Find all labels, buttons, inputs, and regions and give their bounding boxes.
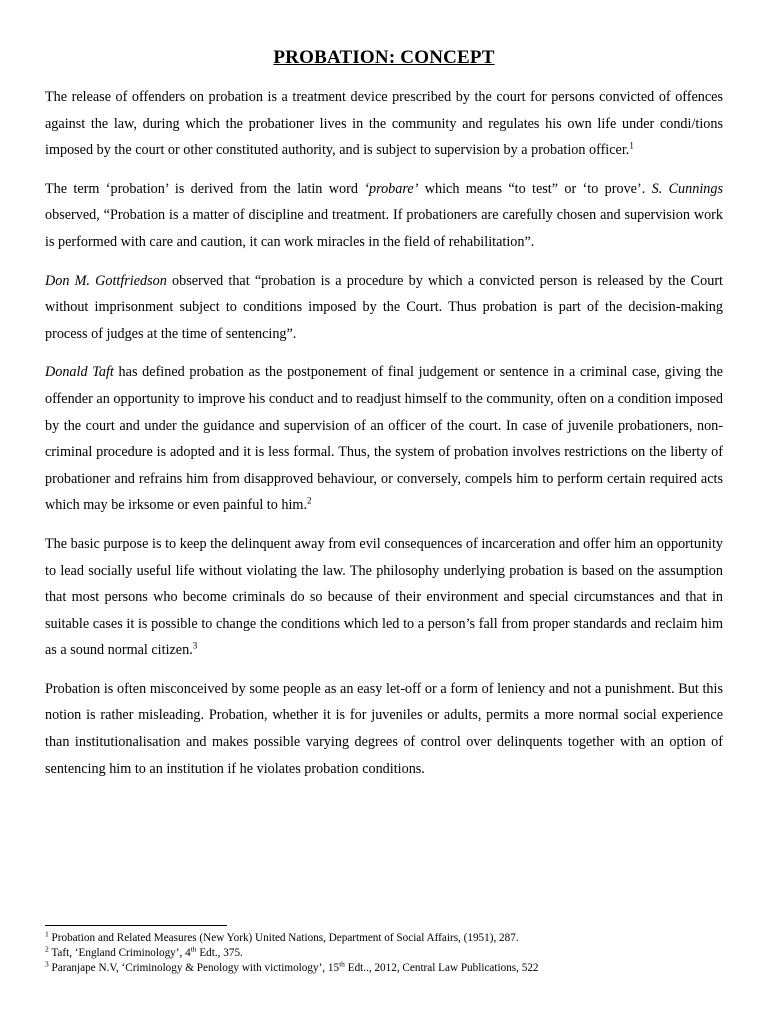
paragraph-text: which means “to test” or ‘to prove’. [418,180,652,197]
paragraph-1 [45,84,723,164]
footnote-1 [45,931,725,946]
author-name: Donald Taft [45,364,114,381]
paragraph-text: Probation is often misconceived by some people as an easy let-off or a form of leniency and not a punishment. But this notion is rather misleading. Probation, whether it is for juveniles or adults, permits a more normal social experience than institutionalisation and makes possible varying degrees of control over delinquents together with an option of sentencing him to an institution if he violates probation conditions. [45,680,723,777]
ordinal-suffix: th [190,944,197,954]
footnote-text: Paranjape N.V, ‘Criminology & Penology with victimology’, 15 [48,962,340,974]
paragraph-text: The release of offenders on probation is a treatment device prescribed by the court for persons convicted of offences against the law, during which the probationer lives in the community and regulates his own life under condi/tions imposed by the court or other constituted authority, and is subject to supervision by a probation officer. [45,89,723,159]
footnote-ref-2[interactable]: 2 [307,495,312,506]
footnote-number: 2 [45,944,49,954]
author-name: S. Cunnings [651,180,723,197]
footnote-text: Taft, ‘England Criminology’, 4 [48,947,191,959]
paragraph-3 [45,268,723,348]
paragraph-5 [45,531,723,664]
latin-term: ‘probare’ [364,180,419,197]
footnotes [45,931,725,976]
paragraph-text: has defined probation as the postponement of final judgement or sentence in a criminal case, giving the offender an opportunity to improve his conduct and to readjust himself to the community, often on a condition imposed by the court and under the guidance and supervision of an officer of the court. In case of juvenile probationers, non-criminal procedure is adopted and it is less formal. Thus, the system of probation involves restrictions on the liberty of probationer and refrains him from disapproved behaviour, or conversely, compels him to perform certain required acts which may be irksome or even painful to him. [45,364,723,514]
footnote-ref-1[interactable]: 1 [629,140,634,151]
paragraph-2 [45,176,723,256]
footnote-2 [45,946,725,961]
page-title: PROBATION: CONCEPT [273,47,495,68]
footnote-ref-3[interactable]: 3 [192,640,198,651]
paragraph-text: observed, “Probation is a matter of discipline and treatment. If probationers are carefully chosen and supervision work is performed with care and caution, it can work miracles in the field of rehabilitation”. [45,207,723,250]
author-name: Don M. Gottfriedson [45,272,167,289]
footnote-text: Edt.., 2012, Central Law Publications, 522 [344,962,539,974]
footnote-text: Probation and Related Measures (New York) United Nations, Department of Social Affairs, (1951), 287. [48,932,519,944]
footnote-text: Edt., 375. [196,947,243,959]
footnote-divider [45,925,227,926]
paragraph-text: The term ‘probation’ is derived from the latin word [45,180,365,197]
paragraph-4 [45,359,723,519]
paragraph-text: observed that “probation is a procedure by which a convicted person is released by the Court without imprisonment subject to conditions imposed by the Court. Thus probation is part of the decision-making process of judges at the time of sentencing”. [45,272,723,342]
ordinal-suffix: th [339,959,345,969]
document-body [45,84,723,794]
paragraph-6 [45,676,723,782]
footnote-number: 3 [45,959,49,969]
footnote-number: 1 [45,929,49,939]
footnote-3 [45,961,725,976]
paragraph-text: The basic purpose is to keep the delinquent away from evil consequences of incarceration and offer him an opportunity to lead socially useful life without violating the law. The philosophy underlying probation is based on the assumption that most persons who become criminals do so because of their environment and special circumstances and that in suitable cases it is possible to change the conditions which led to a person’s fall from proper standards and reclaim him as a sound normal citizen. [45,535,723,659]
